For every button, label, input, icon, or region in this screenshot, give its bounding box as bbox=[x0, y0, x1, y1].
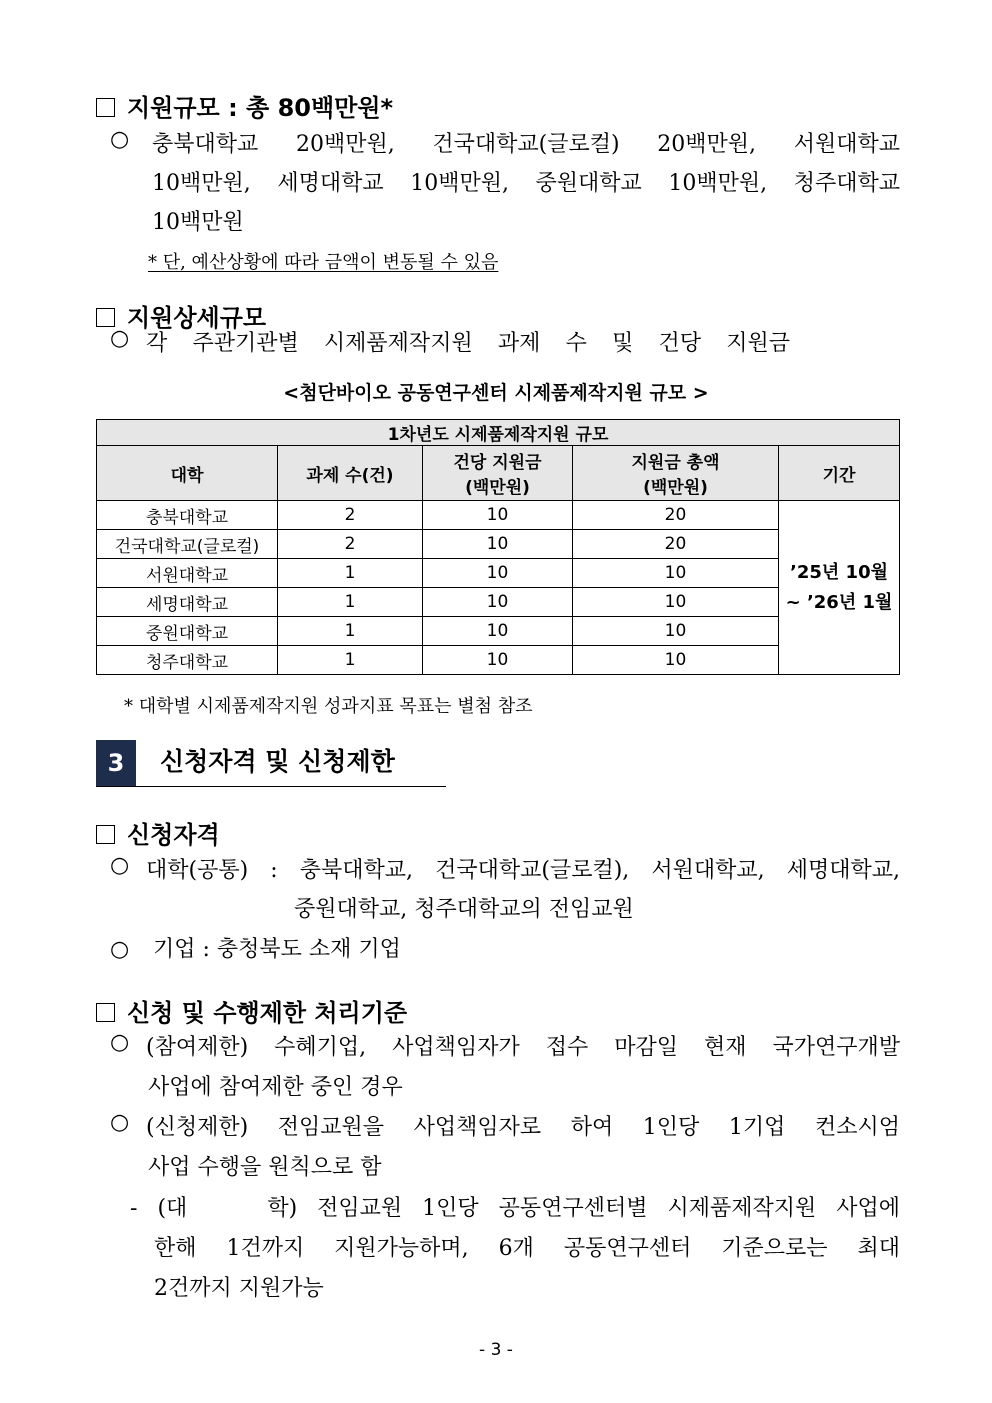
cell-count: 2 bbox=[278, 501, 423, 530]
support-scale-bullet-line-2: 10백만원, 세명대학교 10백만원, 중원대학교 10백만원, 청주대학교 bbox=[152, 171, 900, 196]
section-title: 신청자격 및 신청제한 bbox=[160, 747, 395, 776]
cell-total: 20 bbox=[573, 501, 779, 530]
checkbox-square-icon bbox=[96, 98, 115, 117]
cell-count: 1 bbox=[278, 559, 423, 588]
restriction-bullet-1-line-2: 사업에 참여제한 중인 경우 bbox=[148, 1075, 403, 1100]
cell-total: 10 bbox=[573, 617, 779, 646]
section-number-badge: 3 bbox=[96, 740, 136, 786]
cell-per: 10 bbox=[423, 530, 573, 559]
cell-total: 10 bbox=[573, 646, 779, 675]
restriction-bullet-2: ○ (신청제한) 전임교원을 사업책임자로 하여 1인당 1기업 컨소시엄 bbox=[110, 1110, 900, 1140]
header-per-item: 건당 지원금 (백만원) bbox=[423, 446, 573, 501]
support-scale-bullet-line-3: 10백만원 bbox=[152, 210, 244, 235]
cell-univ: 서원대학교 bbox=[97, 559, 278, 588]
detail-scale-bullet: ○ 각 주관기관별 시제품제작지원 과제 수 및 건당 지원금 bbox=[110, 326, 790, 356]
cell-univ: 세명대학교 bbox=[97, 588, 278, 617]
detail-scale-heading: 지원상세규모 bbox=[96, 298, 266, 333]
table-caption: <첨단바이오 공동연구센터 시제품제작지원 규모 > bbox=[283, 382, 709, 404]
table-note: * 대학별 시제품제작지원 성과지표 목표는 별첨 참조 bbox=[124, 696, 533, 717]
page-number: - 3 - bbox=[479, 1340, 513, 1360]
eligibility-company-bullet: ○ 기업 : 충청북도 소재 기업 bbox=[110, 937, 401, 962]
cell-per: 10 bbox=[423, 617, 573, 646]
cell-period: ’25년 10월 ~ ’26년 1월 bbox=[779, 501, 900, 675]
cell-per: 10 bbox=[423, 588, 573, 617]
circle-bullet-icon: ○ bbox=[110, 1110, 130, 1135]
checkbox-square-icon bbox=[96, 308, 115, 327]
table-header-row bbox=[97, 446, 900, 501]
cell-per: 10 bbox=[423, 646, 573, 675]
cell-total: 10 bbox=[573, 588, 779, 617]
header-univ: 대학 bbox=[97, 446, 278, 501]
circle-bullet-icon: ○ bbox=[110, 127, 130, 152]
cell-count: 2 bbox=[278, 530, 423, 559]
cell-univ: 중원대학교 bbox=[97, 617, 278, 646]
section-underline bbox=[96, 786, 446, 787]
circle-bullet-icon: ○ bbox=[110, 326, 130, 351]
support-scale-heading: 지원규모 : 총 80백만원* bbox=[96, 88, 393, 123]
support-scale-note: * 단, 예산상황에 따라 금액이 변동될 수 있음 bbox=[148, 252, 499, 273]
restriction-heading: 신청 및 수행제한 처리기준 bbox=[96, 993, 407, 1028]
cell-count: 1 bbox=[278, 646, 423, 675]
checkbox-square-icon bbox=[96, 825, 115, 844]
circle-bullet-icon: ○ bbox=[110, 1030, 130, 1055]
support-table bbox=[96, 419, 900, 675]
header-total: 지원금 총액 (백만원) bbox=[573, 446, 779, 501]
circle-bullet-icon: ○ bbox=[110, 853, 130, 878]
cell-total: 20 bbox=[573, 530, 779, 559]
table-title-row bbox=[97, 420, 900, 446]
restriction-bullet-1: ○ (참여제한) 수혜기업, 사업책임자가 접수 마감일 현재 국가연구개발 bbox=[110, 1030, 900, 1060]
table-title-cell: 1차년도 시제품제작지원 규모 bbox=[97, 420, 900, 446]
cell-per: 10 bbox=[423, 559, 573, 588]
cell-univ: 충북대학교 bbox=[97, 501, 278, 530]
checkbox-square-icon bbox=[96, 1003, 115, 1022]
support-scale-bullet: ○ 충북대학교 20백만원, 건국대학교(글로컬) 20백만원, 서원대학교 bbox=[110, 127, 900, 157]
header-period: 기간 bbox=[779, 446, 900, 501]
cell-univ: 청주대학교 bbox=[97, 646, 278, 675]
cell-per: 10 bbox=[423, 501, 573, 530]
eligibility-univ-line-2: 중원대학교, 청주대학교의 전임교원 bbox=[294, 897, 634, 922]
cell-univ: 건국대학교(글로컬) bbox=[97, 530, 278, 559]
table-row bbox=[97, 501, 900, 530]
cell-count: 1 bbox=[278, 588, 423, 617]
restriction-sub-line-2: 한해 1건까지 지원가능하며, 6개 공동연구센터 기준으로는 최대 bbox=[154, 1236, 900, 1261]
eligibility-heading: 신청자격 bbox=[96, 815, 220, 850]
cell-count: 1 bbox=[278, 617, 423, 646]
header-count: 과제 수(건) bbox=[278, 446, 423, 501]
restriction-sub-bullet: - (대 학) 전임교원 1인당 공동연구센터별 시제품제작지원 사업에 bbox=[130, 1196, 900, 1221]
cell-total: 10 bbox=[573, 559, 779, 588]
restriction-bullet-2-line-2: 사업 수행을 원칙으로 함 bbox=[148, 1155, 382, 1180]
circle-bullet-icon: ○ bbox=[110, 937, 130, 962]
eligibility-univ-bullet: ○ 대학(공통) : 충북대학교, 건국대학교(글로컬), 서원대학교, 세명대학교, bbox=[110, 853, 900, 883]
restriction-sub-line-3: 2건까지 지원가능 bbox=[154, 1276, 324, 1301]
